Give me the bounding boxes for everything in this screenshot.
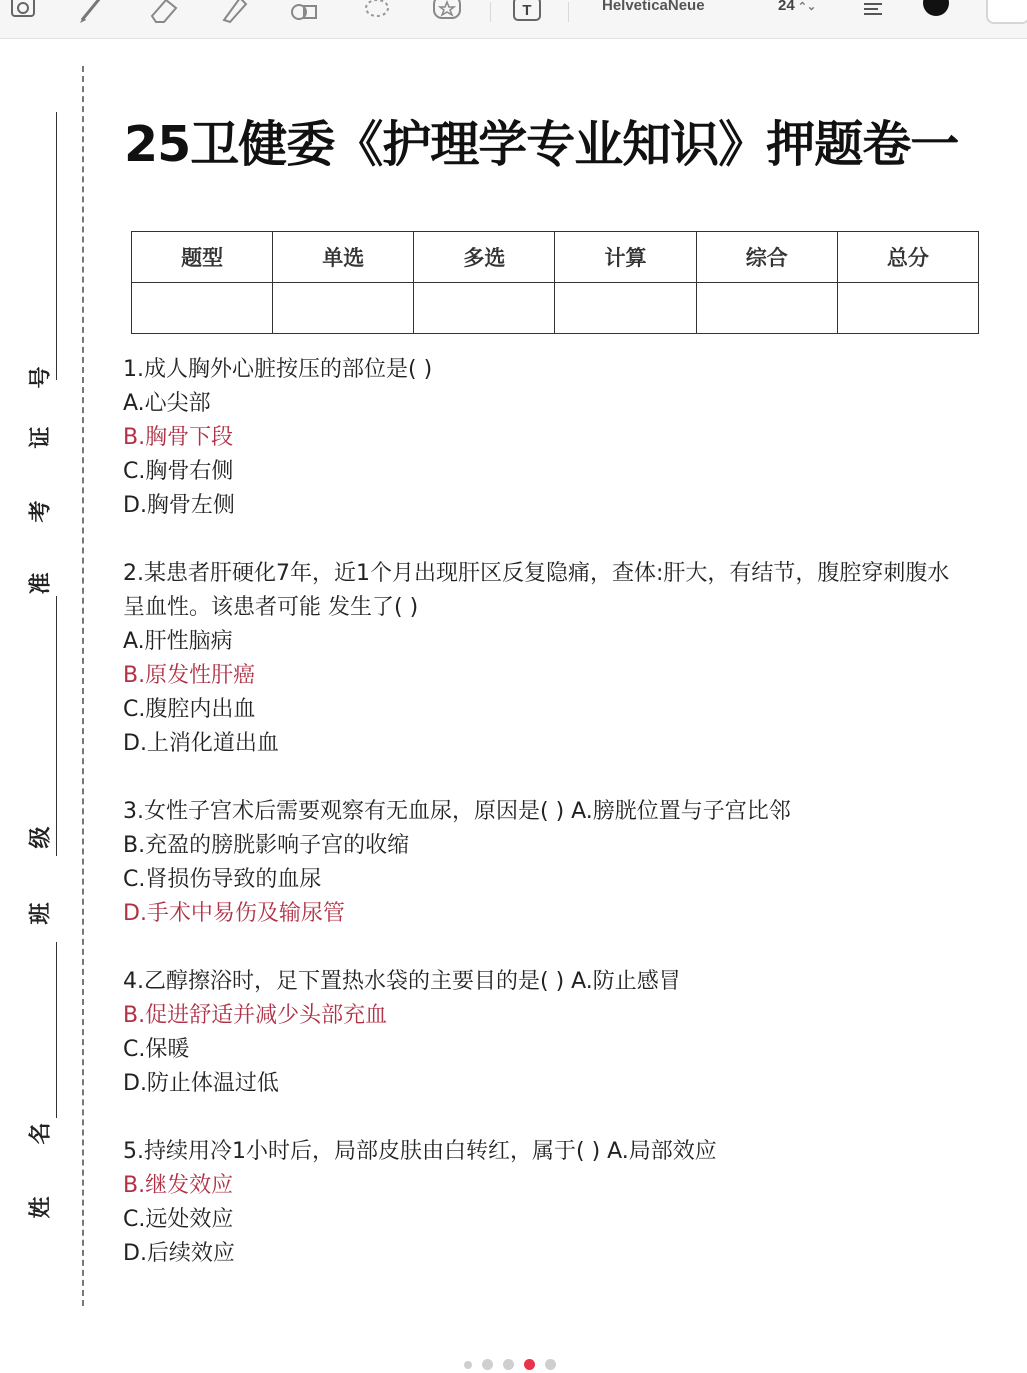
- score-table: [131, 231, 979, 334]
- highlighter-icon[interactable]: [216, 0, 250, 24]
- score-header-calc: 计算: [555, 232, 696, 283]
- stepper-arrows-icon[interactable]: ⌃⌄: [797, 1, 817, 13]
- question-stem-continued: 呈血性。该患者可能 发生了( ): [123, 595, 419, 620]
- question-1: [123, 353, 1027, 523]
- score-table-header-row: [132, 232, 979, 283]
- option: C.远处效应: [123, 1207, 234, 1232]
- option: D.胸骨左侧: [123, 493, 235, 518]
- binding-label: 级: [27, 826, 54, 849]
- page-dot[interactable]: [545, 1359, 556, 1370]
- color-swatch-icon[interactable]: [923, 0, 949, 16]
- score-header-single: 单选: [273, 232, 414, 283]
- binding-label: 证: [27, 426, 54, 449]
- svg-text:T: T: [522, 2, 532, 19]
- page-title: 25卫健委《护理学专业知识》押题卷一: [124, 116, 959, 173]
- option: B.充盈的膀胱影响子宫的收缩: [123, 833, 410, 858]
- option: C.腹腔内出血: [123, 697, 256, 722]
- question-3: [123, 795, 1027, 931]
- binding-line-name: [56, 942, 57, 1118]
- option-answer: B.促进舒适并减少头部充血: [123, 1003, 388, 1028]
- binding-label: 号: [27, 366, 54, 389]
- page-dot[interactable]: [464, 1361, 472, 1369]
- page-icon[interactable]: [986, 0, 1027, 24]
- option-answer: B.继发效应: [123, 1173, 234, 1198]
- question-5: [123, 1135, 1027, 1271]
- font-size-stepper[interactable]: [778, 0, 816, 14]
- image-edit-icon[interactable]: [8, 0, 42, 24]
- binding-label: 姓: [27, 1196, 54, 1219]
- option: D.防止体温过低: [123, 1071, 279, 1096]
- option: D.上消化道出血: [123, 731, 279, 756]
- binding-line-class: [56, 596, 57, 856]
- score-cell[interactable]: [132, 283, 273, 334]
- binding-label: 名: [27, 1122, 54, 1145]
- option-answer: B.胸骨下段: [123, 425, 234, 450]
- binding-label: 班: [27, 902, 54, 925]
- binding-label: 考: [27, 500, 54, 523]
- score-header-total: 总分: [837, 232, 978, 283]
- question-stem: 5.持续用冷1小时后，局部皮肤由白转红，属于( ) A.局部效应: [123, 1139, 717, 1164]
- option: D.后续效应: [123, 1241, 235, 1266]
- option-answer: D.手术中易伤及输尿管: [123, 901, 345, 926]
- option: C.胸骨右侧: [123, 459, 234, 484]
- score-cell[interactable]: [555, 283, 696, 334]
- binding-dashed-line: [82, 66, 84, 1306]
- text-box-icon[interactable]: [510, 0, 544, 24]
- binding-line-exam-id: [56, 112, 57, 380]
- sticker-icon[interactable]: [430, 0, 464, 24]
- score-cell[interactable]: [414, 283, 555, 334]
- annotation-toolbar: [0, 0, 1027, 39]
- score-header-comprehensive: 综合: [696, 232, 837, 283]
- page-dot-active[interactable]: [524, 1359, 535, 1370]
- score-header-type: 题型: [132, 232, 273, 283]
- font-name-selector[interactable]: HelveticaNeue: [602, 0, 705, 14]
- score-cell[interactable]: [273, 283, 414, 334]
- question-list: [123, 353, 1027, 1305]
- page-dot[interactable]: [482, 1359, 493, 1370]
- lasso-icon[interactable]: [360, 0, 394, 24]
- page-dot[interactable]: [503, 1359, 514, 1370]
- question-stem: 4.乙醇擦浴时，足下置热水袋的主要目的是( ) A.防止感冒: [123, 969, 681, 994]
- question-2: [123, 557, 1027, 761]
- score-cell[interactable]: [837, 283, 978, 334]
- option: A.心尖部: [123, 391, 211, 416]
- binding-label: 准: [27, 572, 54, 595]
- question-stem: 2.某患者肝硬化7年，近1个月出现肝区反复隐痛，查体:肝大，有结节，腹腔穿刺腹水: [123, 561, 950, 586]
- question-stem: 1.成人胸外心脏按压的部位是( ): [123, 357, 433, 382]
- option: C.保暖: [123, 1037, 190, 1062]
- page-indicator[interactable]: [464, 1354, 566, 1366]
- eraser-icon[interactable]: [146, 0, 180, 24]
- option: C.肾损伤导致的血尿: [123, 867, 322, 892]
- font-size-value: 24: [778, 0, 795, 14]
- question-4: [123, 965, 1027, 1101]
- score-cell[interactable]: [696, 283, 837, 334]
- score-table-value-row: [132, 283, 979, 334]
- option: A.肝性脑病: [123, 629, 233, 654]
- option-answer: B.原发性肝癌: [123, 663, 256, 688]
- pen-icon[interactable]: [74, 0, 108, 24]
- question-stem: 3.女性子宫术后需要观察有无血尿，原因是( ) A.膀胱位置与子宫比邻: [123, 799, 791, 824]
- shapes-icon[interactable]: [288, 0, 322, 24]
- align-icon[interactable]: [856, 0, 890, 24]
- score-header-multi: 多选: [414, 232, 555, 283]
